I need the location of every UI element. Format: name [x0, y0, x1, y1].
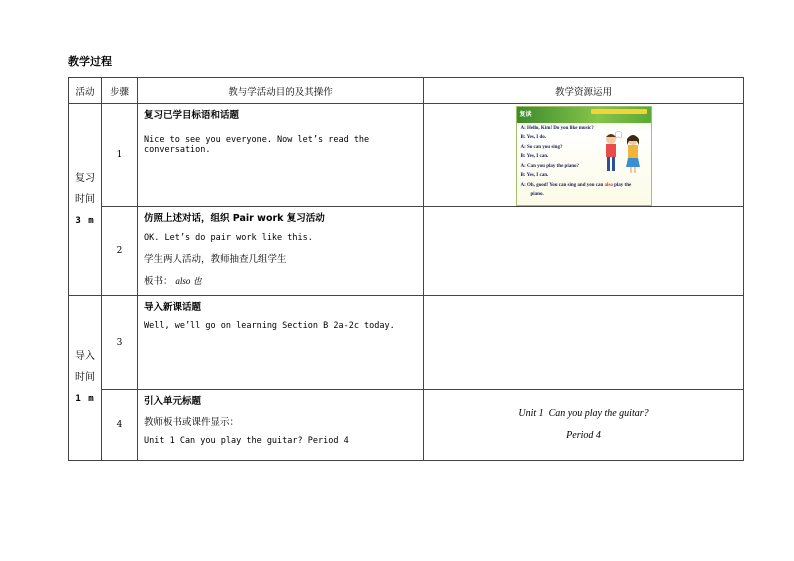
resource-cell [424, 296, 744, 390]
dialogue-line: A: Hello, Kim! Do you like music? [520, 126, 594, 131]
step-activity [138, 390, 424, 461]
step-number: 1 [102, 104, 138, 207]
step-title: 导入新课话题 [144, 302, 202, 313]
dialogue-slide [516, 106, 652, 206]
kids-illustration-icon [597, 131, 647, 177]
step-line: 学生两人活动，教师抽查几组学生 [144, 254, 287, 265]
resource-cell [424, 104, 744, 207]
stage-name: 复习 [75, 172, 95, 184]
header-resources: 教学资源运用 [424, 78, 744, 104]
table-row [69, 296, 744, 390]
stage-name: 导入 [75, 351, 95, 362]
dialogue-line: B: Yes, I can. [520, 154, 549, 159]
dialogue-line: A: So can you sing? [520, 145, 563, 150]
stage-review [69, 104, 102, 296]
header-purpose: 教与学活动目的及其操作 [138, 78, 424, 104]
step-number: 4 [102, 390, 138, 461]
step-line: Nice to see you everyone. Now let’s read the conversation. [144, 135, 370, 155]
header-activity: 活动 [69, 78, 102, 104]
step-line: OK. Let’s do pair work like this. [144, 233, 313, 243]
stage-duration: 1 m [75, 394, 95, 404]
step-title: 仿照上述对话，组织 Pair work 复习活动 [144, 213, 325, 224]
stage-duration: 3 m [75, 215, 95, 226]
step-number: 2 [102, 207, 138, 296]
dialogue-line: A: Oh, good! You can sing and you can also play the [520, 183, 632, 188]
lesson-plan-table [68, 77, 744, 461]
slide-title-strip [591, 109, 647, 114]
section-title: 教学过程 [68, 55, 112, 68]
step-title: 引入单元标题 [144, 396, 202, 407]
resource-cell [424, 390, 744, 461]
step-activity [138, 296, 424, 390]
resource-cell [424, 207, 744, 296]
header-step: 步骤 [102, 78, 138, 104]
board-label: 板书： [144, 276, 173, 287]
table-row [69, 390, 744, 461]
unit-title: Unit 1 Can you play the guitar? [518, 408, 649, 419]
slide-badge: 复读 [519, 112, 532, 118]
step-number: 3 [102, 296, 138, 390]
dialogue-line: B: Yes, I can. [520, 173, 549, 178]
step-activity [138, 207, 424, 296]
dialogue-line: B: Yes, I do. [520, 135, 547, 140]
period-label: Period 4 [566, 430, 601, 441]
stage-time-label: 时间 [75, 193, 95, 205]
dialogue-line: piano. [530, 192, 544, 197]
board-value: also 也 [175, 276, 202, 286]
stage-time-label: 时间 [75, 372, 95, 383]
step-line: Well, we’ll go on learning Section B 2a-2c today. [144, 321, 395, 331]
header-row [69, 78, 744, 104]
step-line: 教师板书或课件显示： [144, 417, 240, 428]
step-activity [138, 104, 424, 207]
table-row [69, 207, 744, 296]
step-title: 复习已学目标语和话题 [144, 110, 240, 121]
stage-intro [69, 296, 102, 461]
table-row [69, 104, 744, 207]
step-line: Unit 1 Can you play the guitar? Period 4 [144, 436, 349, 446]
dialogue-line: A: Can you play the piano? [520, 164, 579, 169]
